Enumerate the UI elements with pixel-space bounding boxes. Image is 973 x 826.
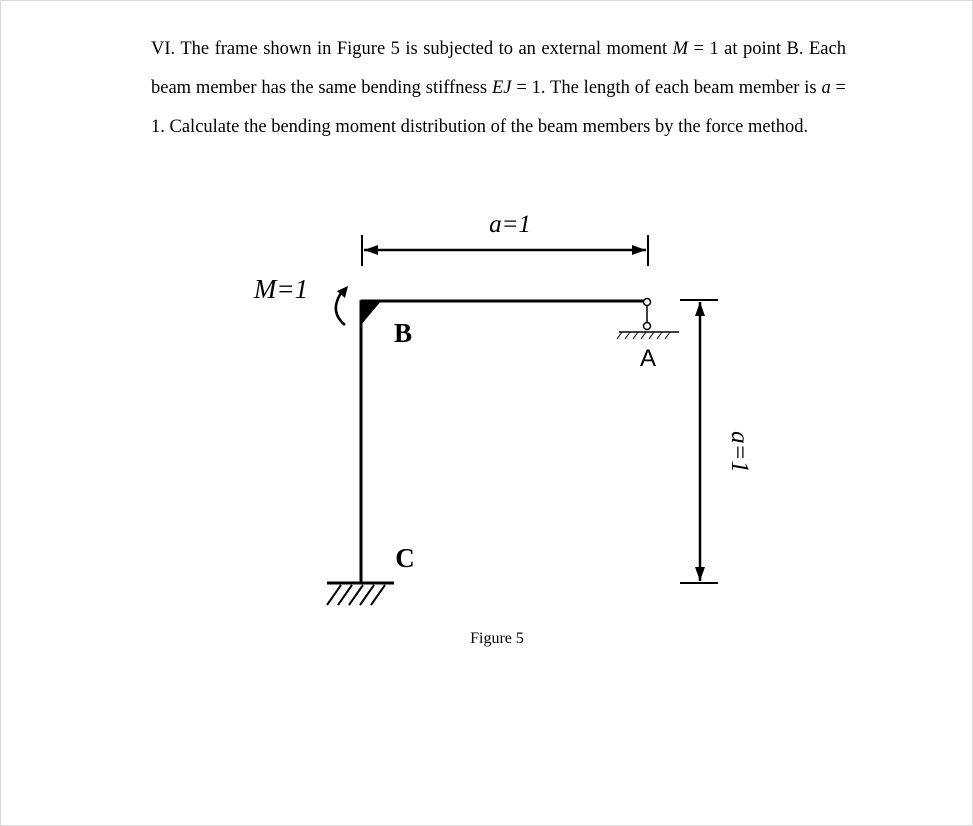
support-A bbox=[617, 299, 679, 340]
horizontal-dimension bbox=[362, 235, 648, 266]
problem-text-part-4: = 1. Calculate the bending moment distribution of the beam members by the force method. bbox=[151, 78, 846, 137]
fixed-support-C bbox=[327, 583, 394, 605]
symbol-M: M bbox=[672, 39, 689, 59]
point-C-label: C bbox=[395, 543, 415, 573]
symbol-a: a bbox=[821, 78, 831, 98]
point-A-label: A bbox=[639, 345, 657, 372]
rigid-joint-B bbox=[360, 300, 382, 326]
moment-label: M=1 bbox=[253, 274, 309, 304]
moment-arc bbox=[336, 293, 345, 325]
point-B-label: B bbox=[393, 318, 413, 348]
vertical-dim-label: a=1 bbox=[726, 431, 753, 473]
problem-text-part-3: = 1. The length of each beam member is bbox=[511, 78, 822, 98]
figure-caption: Figure 5 bbox=[470, 630, 524, 647]
problem-number: VI. bbox=[151, 39, 176, 59]
problem-text-part-2: = 1 at point B. Each beam member has the same bending stiffness bbox=[151, 39, 846, 98]
horizontal-dim-label: a=1 bbox=[489, 211, 531, 238]
symbol-EJ: EJ bbox=[491, 78, 512, 98]
vertical-dimension bbox=[680, 300, 718, 583]
problem-text-part-1: The frame shown in Figure 5 is subjected to an external moment bbox=[175, 39, 673, 59]
